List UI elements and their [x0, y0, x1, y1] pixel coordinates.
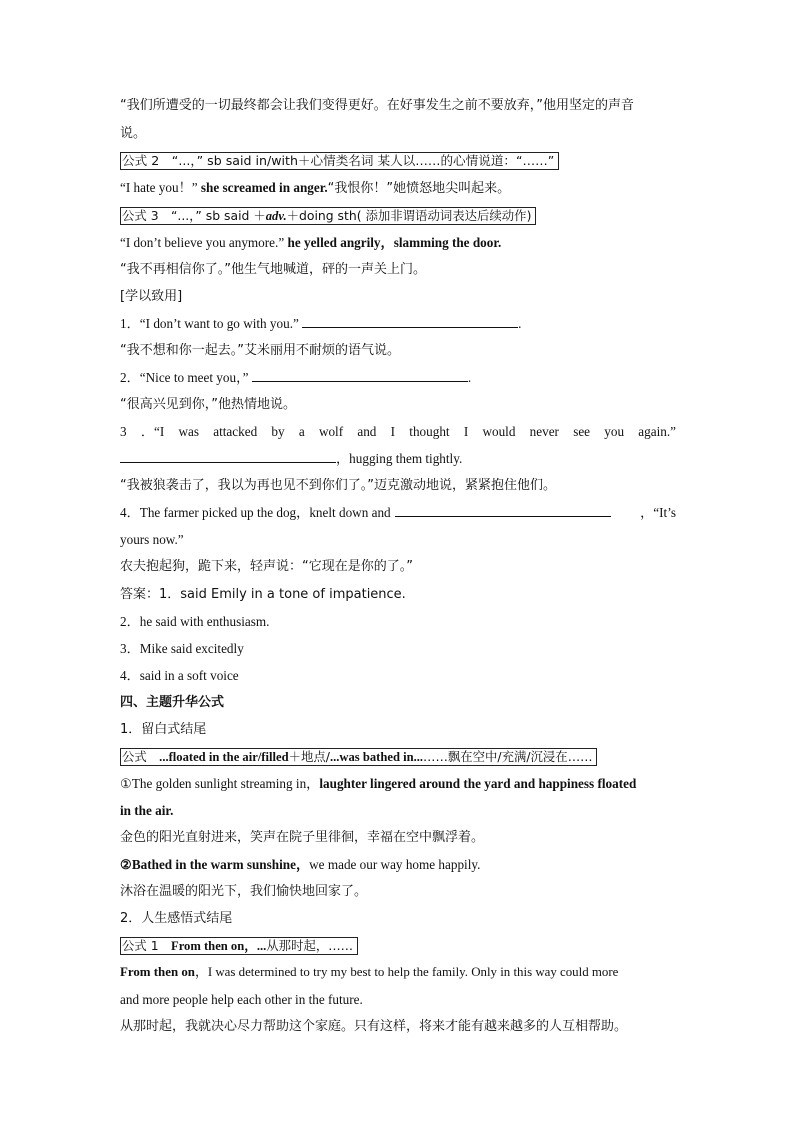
question-3-word: never	[529, 424, 559, 439]
example-2-cn: “我恨你！”她愤怒地尖叫起来。	[327, 181, 511, 196]
formula-floated-e: ……飘在空中/充满/沉浸在……	[423, 749, 593, 764]
question-1-text: 1．“I don’t want to go with you.”	[120, 316, 299, 331]
section-4-sub-1: 1．留白式结尾	[120, 722, 207, 737]
formula-2-row	[120, 147, 676, 174]
section-4-ex-1-cn: 金色的阳光直射进来，笑声在院子里徘徊，幸福在空中飘浮着。	[120, 830, 485, 845]
section-4-ex-1-a: ①The golden sunlight streaming in，	[120, 776, 320, 791]
section-4-ex-2-cn: 沐浴在温暖的阳光下，我们愉快地回家了。	[120, 884, 368, 899]
question-3-word: you	[604, 424, 625, 439]
question-3-word: thought	[409, 424, 450, 439]
question-3-word: I	[463, 424, 469, 439]
formula-floated-row	[120, 743, 676, 770]
answer-1	[120, 580, 676, 608]
question-2-cn: “很高兴见到你，”他热情地说。	[120, 397, 296, 412]
intro-line-1: “我们所遭受的一切最终都会让我们变得更好。在好事发生之前不要放弃，”他用坚定的声音	[120, 98, 634, 113]
question-2-blank[interactable]	[252, 367, 468, 382]
section-4-ex-1-line-1	[120, 770, 676, 797]
question-1-cn: “我不想和你一起去。”艾米丽用不耐烦的语气说。	[120, 343, 400, 358]
question-3-word: was	[178, 424, 200, 439]
section-4-sub-2: 2．人生感悟式结尾	[120, 911, 233, 926]
formula-floated-b: ...floated in the air/filled	[159, 750, 289, 764]
intro-line-2: 说。	[120, 126, 147, 141]
question-3-word: by	[271, 424, 285, 439]
question-4-text: 4．The farmer picked up the dog，knelt down and	[120, 505, 391, 520]
answer-2: 2．he said with enthusiasm.	[120, 614, 270, 629]
formula-floated-label: 公式	[122, 749, 160, 764]
question-3-word: wolf	[318, 424, 344, 439]
question-4-line-1	[120, 499, 676, 526]
answer-4: 4．said in a soft voice	[120, 668, 239, 683]
formula-from-then-on-box	[120, 937, 358, 955]
section-4-ex-1-bold-1: laughter lingered around the yard and happiness floated	[319, 776, 637, 791]
question-3-word: ．“I	[140, 424, 165, 439]
question-3-word: I	[390, 424, 396, 439]
section-4-ex-1-line-2	[120, 797, 676, 824]
question-1-blank[interactable]	[302, 313, 518, 328]
question-4-cn: 农夫抱起狗，跪下来，轻声说：“它现在是你的了。”	[120, 559, 413, 574]
example-2-en	[120, 174, 676, 202]
question-4-blank[interactable]	[395, 502, 611, 517]
question-2-text: 2．“Nice to meet you，”	[120, 370, 249, 385]
formula-3-adv: adv.	[265, 209, 287, 223]
formula-floated-box	[120, 748, 597, 766]
formula-3-label-a: 公式 3 “...，” sb said ＋	[122, 208, 266, 223]
formula-3-label-b: ＋doing sth( 添加非谓语动词表达后续动作)	[286, 208, 532, 223]
section-4-ex-2-rest: we made our way home happily.	[309, 857, 481, 872]
formula-from-then-on-row	[120, 932, 676, 959]
example-3-en	[120, 229, 676, 256]
section-4-ex-2	[120, 851, 676, 878]
section-4-ex-1-bold-2: in the air.	[120, 803, 174, 818]
question-3-word: a	[298, 424, 305, 439]
example-3-quote: “I don’t believe you anymore.”	[120, 235, 285, 250]
question-1-end: .	[518, 316, 522, 331]
document-page	[120, 92, 676, 1040]
practice-heading: [学以致用]	[120, 289, 183, 304]
question-3-word: and	[357, 424, 377, 439]
question-2-end: .	[467, 370, 472, 385]
section-4-heading: 四、主题升华公式	[120, 695, 225, 710]
answer-3: 3．Mike said excitedly	[120, 641, 244, 656]
question-3-word: attacked	[213, 424, 258, 439]
question-3-word: would	[482, 424, 516, 439]
formula-floated-d: ...was bathed in...	[329, 750, 424, 764]
section-4-ex-3-line-2: and more people help each other in the future.	[120, 992, 363, 1007]
question-3-word: again.”	[638, 424, 676, 439]
section-4-ex-3-bold: From then on	[120, 965, 195, 979]
formula-3-row	[120, 202, 676, 229]
question-3-word: 3	[120, 424, 127, 439]
example-3-bold: he yelled angrily，slamming the door.	[287, 235, 502, 250]
example-3-cn: “我不再相信你了。”他生气地喊道，砰的一声关上门。	[120, 262, 426, 277]
formula-1-label: 公式 1	[122, 938, 171, 953]
question-3-blank[interactable]	[120, 448, 336, 463]
formula-1-c: 从那时起，……	[266, 938, 354, 953]
question-3-line-2-text: ，hugging them tightly.	[336, 451, 463, 466]
formula-1-b: From then on，...	[171, 939, 267, 953]
question-3-word: see	[573, 424, 591, 439]
question-2	[120, 364, 676, 391]
question-1	[120, 310, 676, 337]
answer-1-text: 答案：1．said Emily in a tone of impatience.	[120, 587, 406, 602]
section-4-ex-3-rest-1: ，I was determined to try my best to help the family. Only in this way could more	[194, 965, 619, 979]
example-2-quote: “I hate you！”	[120, 180, 198, 195]
example-2-bold: she screamed in anger.	[200, 180, 328, 195]
section-4-ex-2-bold: ②Bathed in the warm sunshine，	[120, 857, 310, 872]
formula-floated-c: ＋地点/	[288, 749, 330, 764]
formula-2-box: 公式 2 “...，” sb said in/with＋心情类名词 某人以……的心情说道：“……”	[120, 152, 559, 170]
section-4-ex-3-line-1	[120, 959, 676, 986]
formula-3-box	[120, 207, 536, 225]
question-3-line-2	[120, 445, 676, 472]
question-4-end: ，“It’s	[640, 505, 676, 520]
question-3-line-1	[120, 418, 676, 445]
section-4-ex-3-cn: 从那时起，我就决心尽力帮助这个家庭。只有这样，将来才能有越来越多的人互相帮助。	[120, 1019, 628, 1034]
question-4-line-2: yours now.”	[120, 532, 184, 547]
question-3-cn: “我被狼袭击了，我以为再也见不到你们了。”迈克激动地说，紧紧抱住他们。	[120, 478, 556, 493]
